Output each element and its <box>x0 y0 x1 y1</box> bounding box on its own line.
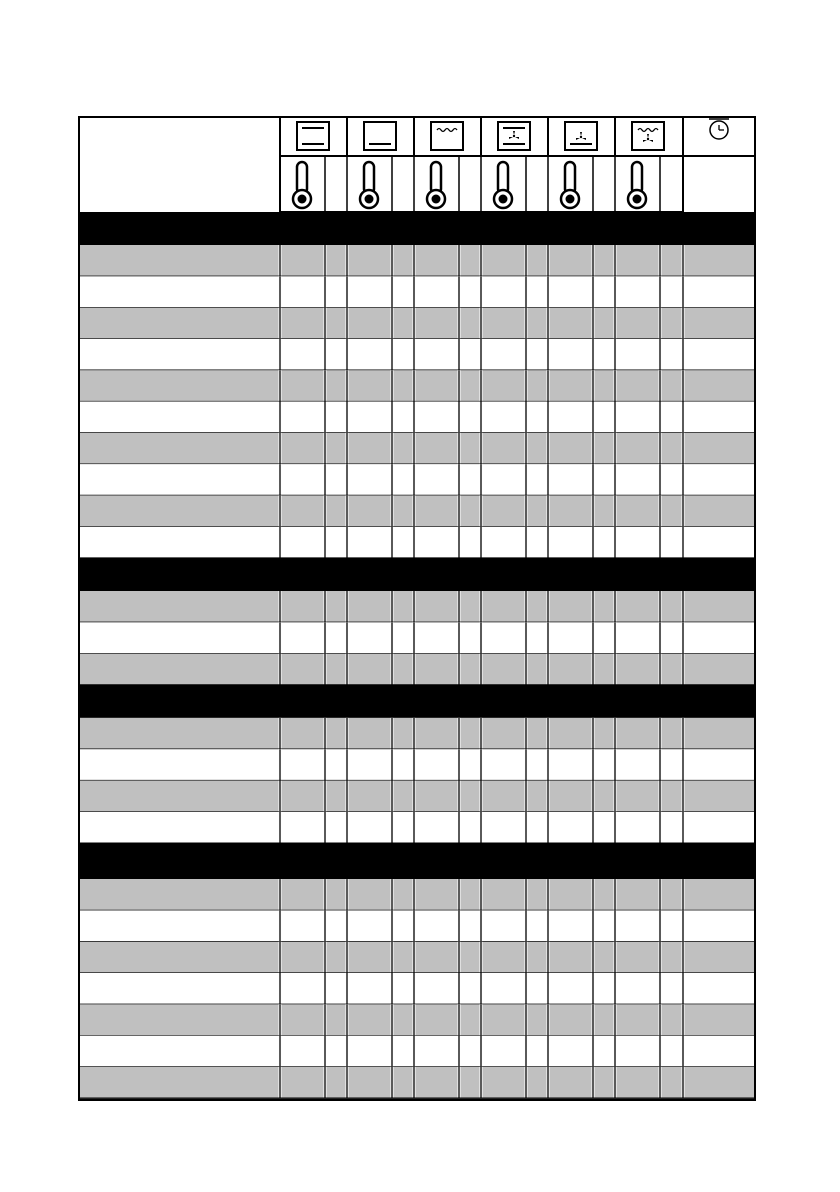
section-header <box>79 843 755 879</box>
table-row <box>79 910 755 941</box>
cooking-table-grid <box>78 116 756 1101</box>
section-header <box>79 212 755 245</box>
grill-icon <box>431 122 463 150</box>
cooking-table <box>78 116 756 1101</box>
table-row <box>79 433 755 464</box>
table-row <box>79 812 755 843</box>
table-row <box>79 1036 755 1067</box>
section-header <box>79 685 755 718</box>
table-row <box>79 879 755 910</box>
table-row <box>79 308 755 339</box>
table-row <box>79 527 755 558</box>
table-row <box>79 276 755 307</box>
table-row <box>79 591 755 622</box>
table-row <box>79 654 755 685</box>
table-row <box>79 781 755 812</box>
fan-grill-icon <box>632 122 664 150</box>
fan-top-bottom-heat-icon <box>498 122 530 150</box>
section-header <box>79 558 755 591</box>
top-bottom-heat-icon <box>297 122 329 150</box>
table-row <box>79 718 755 749</box>
table-row <box>79 464 755 495</box>
table-row <box>79 370 755 401</box>
table-row <box>79 495 755 526</box>
table-row <box>79 1004 755 1035</box>
table-row <box>79 973 755 1004</box>
table-row <box>79 749 755 780</box>
table-row <box>79 245 755 276</box>
fan-bottom-heat-icon <box>565 122 597 150</box>
table-row <box>79 339 755 370</box>
table-row <box>79 1067 755 1098</box>
table-row <box>79 942 755 973</box>
table-row <box>79 402 755 433</box>
bottom-heat-icon <box>364 122 396 150</box>
table-row <box>79 622 755 653</box>
